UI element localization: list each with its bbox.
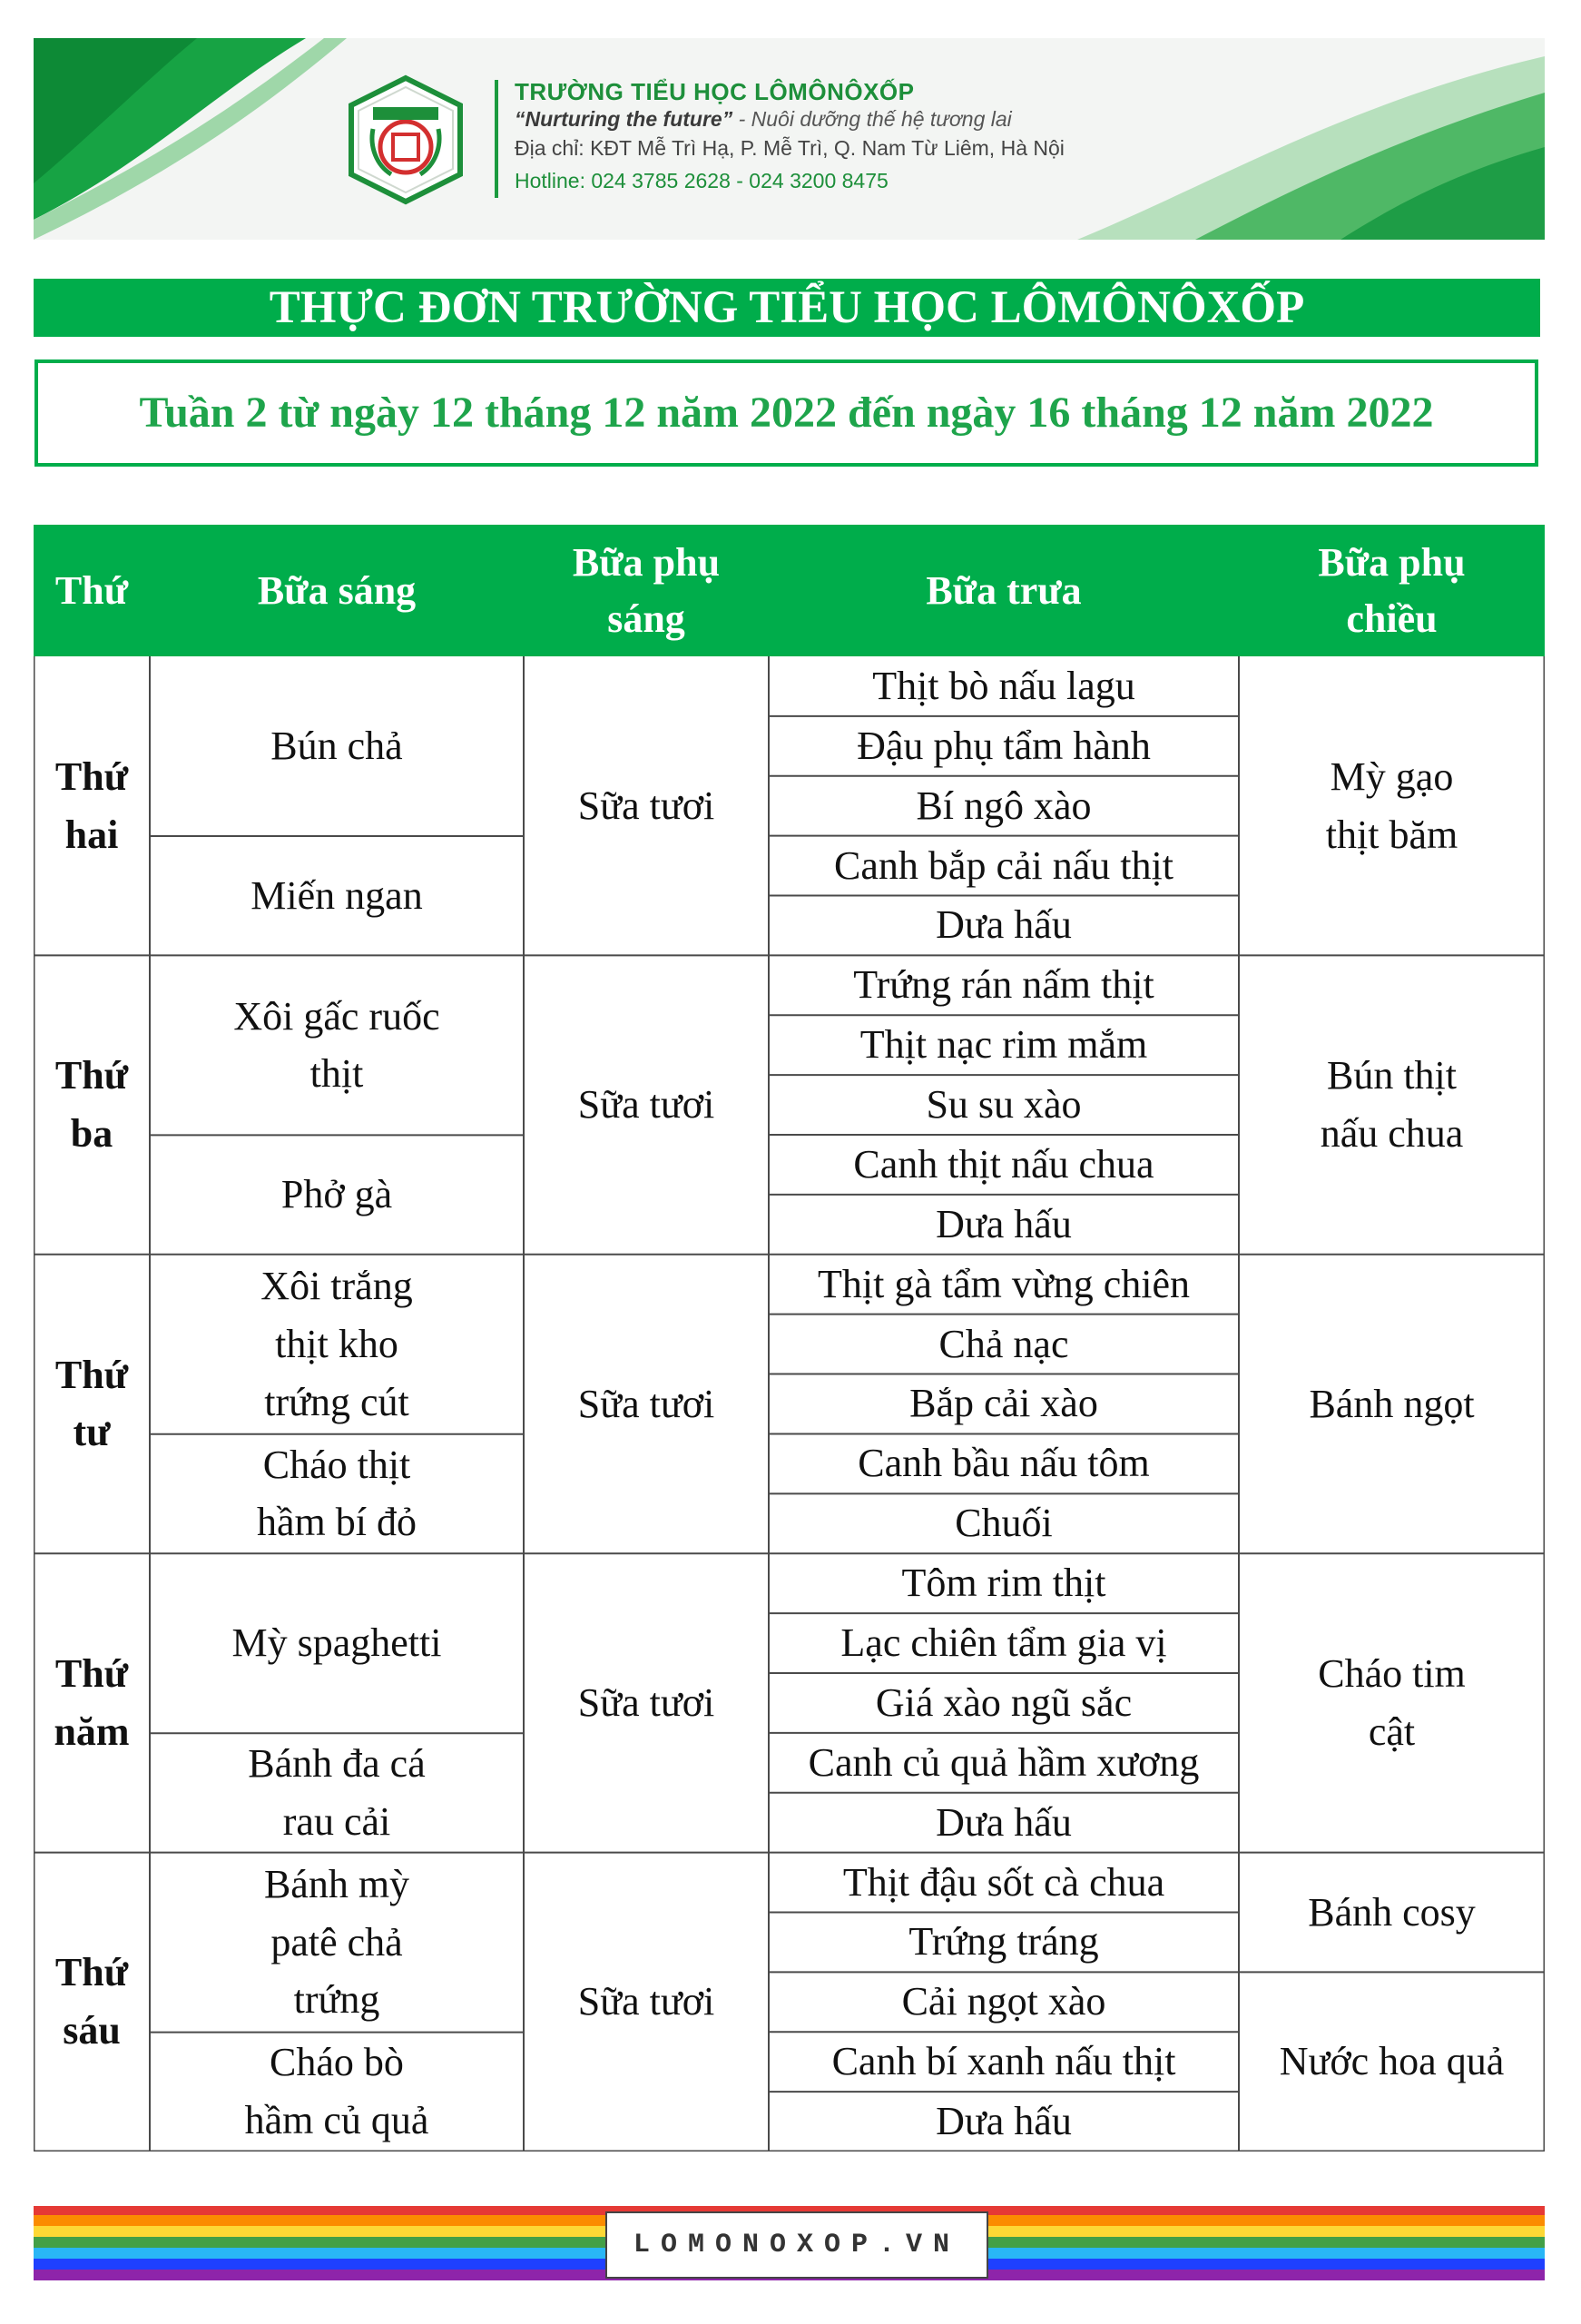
lunch-item: Chuối — [955, 1501, 1053, 1546]
header-lunch: Bữa trưa — [769, 525, 1239, 656]
lunch-item: Bắp cải xào — [909, 1381, 1098, 1426]
day-label: Thứ năm — [54, 1651, 130, 1754]
breakfast-item: Xôi trắng thịt kho trứng cút — [260, 1264, 413, 1424]
breakfast-item: Bánh mỳ patê chả trứng — [263, 1861, 410, 2023]
lunch-item: Cải ngọt xào — [901, 1979, 1106, 2024]
day-label: Thứ tư — [54, 1352, 129, 1455]
slogan-vietnamese: - Nuôi dưỡng thế hệ tương lai — [732, 107, 1012, 131]
school-name: TRƯỜNG TIỂU HỌC LÔMÔNÔXỐP — [515, 78, 915, 105]
lunch-item: Trứng rán nấm thịt — [853, 962, 1154, 1008]
lunch-item: Tôm rim thịt — [901, 1561, 1106, 1606]
afternoon-snack-item: Bánh cosy — [1308, 1889, 1476, 1935]
day-label: Thứ ba — [54, 1053, 129, 1157]
breakfast-item: Phở gà — [280, 1172, 393, 1217]
afternoon-snack-item: Bún thịt nấu chua — [1320, 1053, 1464, 1157]
breakfast-item: Xôi gấc ruốc thịt — [233, 993, 440, 1097]
menu-title: THỰC ĐƠN TRƯỜNG TIỂU HỌC LÔMÔNÔXỐP — [34, 279, 1540, 337]
lunch-item: Canh bắp cải nấu thịt — [834, 842, 1173, 888]
afternoon-snack-item: Bánh ngọt — [1309, 1381, 1475, 1426]
school-hotline: Hotline: 024 3785 2628 - 024 3200 8475 — [515, 169, 889, 192]
lunch-item: Thịt nạc rim mắm — [859, 1022, 1148, 1068]
morning-snack-item: Sữa tươi — [577, 1979, 715, 2024]
breakfast-item: Mỳ spaghetti — [231, 1620, 442, 1666]
lunch-item: Chả nạc — [938, 1321, 1069, 1366]
header-afternoon-snack: Bữa phụ chiều — [1239, 525, 1545, 656]
lunch-item: Bí ngô xào — [916, 783, 1092, 828]
lunch-item: Thịt gà tẩm vừng chiên — [818, 1261, 1190, 1306]
lunch-item: Su su xào — [926, 1082, 1082, 1128]
lunch-item: Trứng tráng — [908, 1919, 1099, 1965]
school-slogan — [515, 107, 1012, 132]
school-address: Địa chỉ: KĐT Mễ Trì Hạ, P. Mễ Trì, Q. Nam Từ Liêm, Hà Nội — [515, 136, 1065, 160]
lunch-item: Canh bí xanh nấu thịt — [831, 2039, 1176, 2084]
banner-divider — [495, 80, 498, 198]
footer — [34, 2206, 1545, 2290]
morning-snack-item: Sữa tươi — [577, 783, 715, 828]
header-breakfast: Bữa sáng — [150, 525, 524, 656]
afternoon-snack-item: Cháo tim cật — [1318, 1651, 1466, 1754]
website-label[interactable]: LOMONOXOP.VN — [605, 2211, 988, 2279]
breakfast-item: Bánh đa cá rau cải — [248, 1741, 426, 1844]
lunch-item: Canh củ quả hầm xương — [808, 1739, 1200, 1785]
afternoon-snack-item: Nước hoa quả — [1279, 2039, 1505, 2084]
morning-snack-item: Sữa tươi — [577, 1679, 715, 1725]
breakfast-item: Bún chả — [270, 724, 403, 769]
header-day: Thứ — [34, 525, 150, 656]
lunch-item: Canh thịt nấu chua — [853, 1141, 1154, 1187]
menu-table — [34, 525, 1545, 2152]
lunch-item: Dưa hấu — [936, 1201, 1072, 1246]
lunch-item: Dưa hấu — [936, 902, 1072, 948]
school-logo-icon — [340, 74, 471, 205]
afternoon-snack-item: Mỳ gạo thịt băm — [1325, 753, 1458, 857]
breakfast-item: Cháo bò hầm củ quả — [244, 2040, 429, 2143]
day-label: Thứ sáu — [54, 1950, 129, 2053]
lunch-item: Canh bầu nấu tôm — [858, 1441, 1150, 1486]
lunch-item: Dưa hấu — [936, 1799, 1072, 1845]
slogan-english: “Nurturing the future” — [515, 107, 733, 131]
lunch-item: Thịt bò nấu lagu — [872, 663, 1135, 708]
week-range: Tuần 2 từ ngày 12 tháng 12 năm 2022 đến ngày 16 tháng 12 năm 2022 — [34, 359, 1538, 467]
lunch-item: Giá xào ngũ sắc — [875, 1679, 1133, 1725]
morning-snack-item: Sữa tươi — [577, 1082, 715, 1128]
header-morning-snack: Bữa phụ sáng — [524, 525, 769, 656]
lunch-item: Đậu phụ tẩm hành — [857, 723, 1151, 768]
breakfast-item: Cháo thịt hầm bí đỏ — [257, 1442, 417, 1545]
lunch-item: Lạc chiên tẩm gia vị — [840, 1620, 1167, 1666]
lunch-item: Dưa hấu — [936, 2099, 1072, 2144]
morning-snack-item: Sữa tươi — [577, 1381, 715, 1426]
day-label: Thứ hai — [54, 753, 129, 857]
breakfast-item: Miến ngan — [250, 872, 423, 918]
header-banner — [34, 38, 1545, 240]
lunch-item: Thịt đậu sốt cà chua — [842, 1859, 1165, 1905]
